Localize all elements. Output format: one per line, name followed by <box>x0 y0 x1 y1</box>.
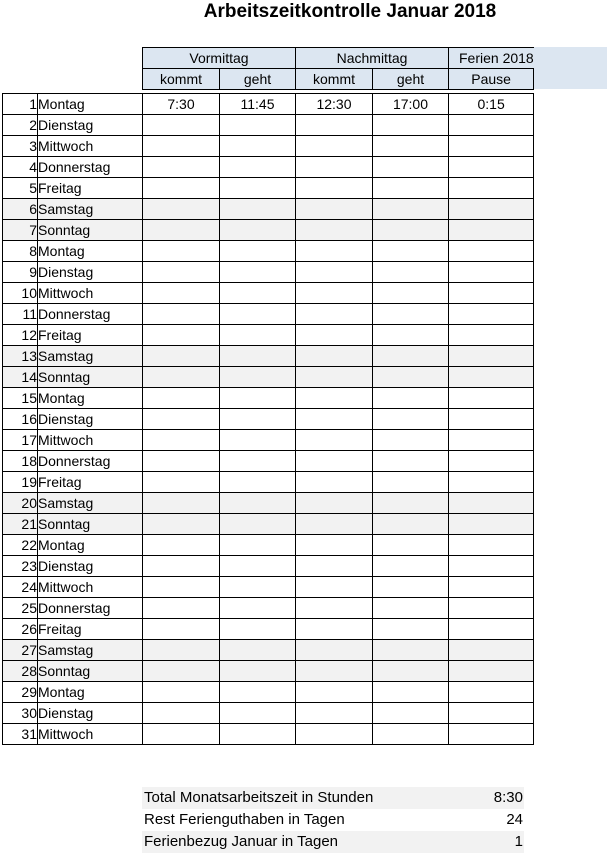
time-cell-vm-kommt[interactable] <box>143 367 220 388</box>
time-cell-pause[interactable] <box>449 304 534 325</box>
day-number-cell[interactable]: 31 <box>3 724 38 745</box>
time-cell-nm-geht[interactable] <box>373 619 449 640</box>
time-cell-nm-kommt[interactable] <box>296 703 373 724</box>
time-cell-nm-kommt[interactable] <box>296 388 373 409</box>
day-number-cell[interactable]: 28 <box>3 661 38 682</box>
time-cell-pause[interactable] <box>449 388 534 409</box>
time-cell-nm-geht[interactable] <box>373 682 449 703</box>
time-cell-vm-geht[interactable]: 11:45 <box>220 94 296 115</box>
day-name-cell[interactable]: Montag <box>38 388 143 409</box>
time-cell-nm-geht[interactable] <box>373 136 449 157</box>
day-name-cell[interactable]: Freitag <box>38 325 143 346</box>
day-name-cell[interactable]: Sonntag <box>38 220 143 241</box>
time-cell-pause[interactable] <box>449 157 534 178</box>
time-cell-vm-kommt[interactable] <box>143 178 220 199</box>
time-cell-nm-kommt[interactable] <box>296 514 373 535</box>
day-row <box>3 682 534 703</box>
time-cell-nm-kommt[interactable] <box>296 493 373 514</box>
time-cell-nm-geht[interactable] <box>373 430 449 451</box>
day-number-cell[interactable]: 7 <box>3 220 38 241</box>
day-row <box>3 556 534 577</box>
day-row <box>3 325 534 346</box>
time-cell-nm-geht[interactable] <box>373 577 449 598</box>
day-number-cell[interactable]: 2 <box>3 115 38 136</box>
time-cell-nm-geht[interactable] <box>373 598 449 619</box>
day-row <box>3 514 534 535</box>
time-cell-pause[interactable] <box>449 136 534 157</box>
time-cell-nm-geht[interactable] <box>373 556 449 577</box>
day-name-cell[interactable]: Samstag <box>38 346 143 367</box>
time-cell-nm-geht[interactable] <box>373 220 449 241</box>
time-cell-nm-kommt[interactable] <box>296 157 373 178</box>
time-cell-nm-kommt[interactable] <box>296 136 373 157</box>
time-cell-vm-geht[interactable] <box>220 283 296 304</box>
time-cell-nm-geht[interactable] <box>373 115 449 136</box>
summary-value[interactable]: 24 <box>506 811 523 828</box>
time-cell-nm-kommt[interactable] <box>296 640 373 661</box>
time-cell-pause[interactable]: 0:15 <box>449 94 534 115</box>
time-cell-pause[interactable] <box>449 283 534 304</box>
summary-row <box>142 787 524 809</box>
time-cell-vm-kommt[interactable] <box>143 577 220 598</box>
day-name-cell[interactable]: Sonntag <box>38 661 143 682</box>
time-cell-vm-geht[interactable] <box>220 535 296 556</box>
time-cell-pause[interactable] <box>449 178 534 199</box>
day-row <box>3 283 534 304</box>
time-cell-pause[interactable] <box>449 451 534 472</box>
time-cell-pause[interactable] <box>449 367 534 388</box>
sheet-title: Arbeitszeitkontrolle Januar 2018 <box>203 1 497 22</box>
day-name-cell[interactable]: Montag <box>38 94 143 115</box>
time-cell-vm-kommt[interactable] <box>143 283 220 304</box>
day-row <box>3 346 534 367</box>
day-number-cell[interactable]: 1 <box>3 94 38 115</box>
day-row <box>3 472 534 493</box>
day-row <box>3 304 534 325</box>
time-cell-nm-kommt[interactable] <box>296 577 373 598</box>
time-cell-nm-kommt[interactable] <box>296 535 373 556</box>
day-row <box>3 220 534 241</box>
day-number-cell[interactable]: 3 <box>3 136 38 157</box>
day-row <box>3 115 534 136</box>
day-name-cell[interactable]: Samstag <box>38 199 143 220</box>
day-number-cell[interactable]: 6 <box>3 199 38 220</box>
time-cell-nm-kommt[interactable] <box>296 598 373 619</box>
time-cell-pause[interactable] <box>449 556 534 577</box>
time-cell-vm-geht[interactable] <box>220 619 296 640</box>
day-name-cell[interactable]: Mittwoch <box>38 136 143 157</box>
day-name-cell[interactable]: Dienstag <box>38 703 143 724</box>
time-cell-vm-geht[interactable] <box>220 199 296 220</box>
time-cell-nm-kommt[interactable] <box>296 472 373 493</box>
day-row <box>3 367 534 388</box>
time-cell-vm-geht[interactable] <box>220 304 296 325</box>
summary-row <box>142 831 524 853</box>
summary-block <box>142 787 524 853</box>
day-name-cell[interactable]: Samstag <box>38 493 143 514</box>
day-name-cell[interactable]: Dienstag <box>38 115 143 136</box>
time-sheet-table <box>2 47 534 745</box>
time-cell-vm-geht[interactable] <box>220 157 296 178</box>
day-number-cell[interactable]: 13 <box>3 346 38 367</box>
time-cell-vm-kommt[interactable] <box>143 430 220 451</box>
day-name-cell[interactable]: Montag <box>38 241 143 262</box>
time-cell-pause[interactable] <box>449 430 534 451</box>
time-cell-pause[interactable] <box>449 493 534 514</box>
time-cell-vm-kommt[interactable] <box>143 493 220 514</box>
day-number-cell[interactable]: 14 <box>3 367 38 388</box>
time-cell-vm-kommt[interactable] <box>143 388 220 409</box>
time-cell-vm-geht[interactable] <box>220 220 296 241</box>
time-cell-vm-kommt[interactable] <box>143 514 220 535</box>
time-cell-nm-kommt[interactable] <box>296 724 373 745</box>
day-number-cell[interactable]: 11 <box>3 304 38 325</box>
day-number-cell[interactable]: 19 <box>3 472 38 493</box>
time-cell-pause[interactable] <box>449 409 534 430</box>
time-cell-nm-kommt[interactable] <box>296 325 373 346</box>
time-cell-nm-geht[interactable] <box>373 283 449 304</box>
time-cell-pause[interactable] <box>449 535 534 556</box>
day-name-cell[interactable]: Dienstag <box>38 262 143 283</box>
time-cell-vm-geht[interactable] <box>220 346 296 367</box>
time-cell-nm-kommt[interactable] <box>296 430 373 451</box>
time-cell-nm-geht[interactable] <box>373 241 449 262</box>
header-ferien[interactable]: Ferien 2018 <box>449 48 534 69</box>
time-cell-nm-geht[interactable] <box>373 472 449 493</box>
time-cell-vm-kommt[interactable]: 7:30 <box>143 94 220 115</box>
blank-cell <box>3 48 38 69</box>
time-cell-nm-geht[interactable] <box>373 640 449 661</box>
time-cell-vm-geht[interactable] <box>220 115 296 136</box>
time-cell-nm-geht[interactable] <box>373 661 449 682</box>
day-number-cell[interactable]: 25 <box>3 598 38 619</box>
day-name-cell[interactable]: Freitag <box>38 619 143 640</box>
time-cell-vm-geht[interactable] <box>220 178 296 199</box>
time-cell-nm-geht[interactable] <box>373 199 449 220</box>
time-cell-nm-kommt[interactable] <box>296 199 373 220</box>
day-number-cell[interactable]: 15 <box>3 388 38 409</box>
time-cell-vm-geht[interactable] <box>220 325 296 346</box>
time-cell-nm-geht[interactable] <box>373 346 449 367</box>
time-cell-vm-kommt[interactable] <box>143 556 220 577</box>
time-cell-nm-kommt[interactable] <box>296 220 373 241</box>
day-number-cell[interactable]: 10 <box>3 283 38 304</box>
time-cell-vm-geht[interactable] <box>220 409 296 430</box>
day-number-cell[interactable]: 21 <box>3 514 38 535</box>
day-name-cell[interactable]: Samstag <box>38 640 143 661</box>
time-cell-nm-geht[interactable] <box>373 262 449 283</box>
day-row <box>3 598 534 619</box>
time-cell-vm-geht[interactable] <box>220 136 296 157</box>
summary-row <box>142 809 524 831</box>
day-name-cell[interactable]: Sonntag <box>38 367 143 388</box>
header-nm-geht[interactable]: geht <box>373 69 449 90</box>
blank-cell <box>38 48 143 69</box>
day-row <box>3 619 534 640</box>
time-cell-nm-kommt[interactable] <box>296 262 373 283</box>
time-cell-pause[interactable] <box>449 472 534 493</box>
time-cell-nm-kommt[interactable] <box>296 115 373 136</box>
header-nachmittag[interactable]: Nachmittag <box>296 48 449 69</box>
time-cell-vm-geht[interactable] <box>220 661 296 682</box>
day-row <box>3 724 534 745</box>
day-row <box>3 430 534 451</box>
day-name-cell[interactable]: Montag <box>38 535 143 556</box>
time-cell-vm-kommt[interactable] <box>143 136 220 157</box>
time-cell-nm-kommt[interactable] <box>296 556 373 577</box>
time-cell-vm-kommt[interactable] <box>143 115 220 136</box>
day-number-cell[interactable]: 4 <box>3 157 38 178</box>
time-cell-vm-geht[interactable] <box>220 556 296 577</box>
time-cell-vm-kommt[interactable] <box>143 199 220 220</box>
day-name-cell[interactable]: Freitag <box>38 178 143 199</box>
day-number-cell[interactable]: 22 <box>3 535 38 556</box>
time-cell-pause[interactable] <box>449 262 534 283</box>
time-cell-pause[interactable] <box>449 241 534 262</box>
day-row <box>3 241 534 262</box>
day-row <box>3 409 534 430</box>
time-cell-nm-geht[interactable] <box>373 493 449 514</box>
day-row <box>3 451 534 472</box>
time-cell-nm-kommt[interactable] <box>296 451 373 472</box>
day-row <box>3 493 534 514</box>
day-row <box>3 640 534 661</box>
time-cell-nm-kommt[interactable] <box>296 661 373 682</box>
time-cell-vm-kommt[interactable] <box>143 598 220 619</box>
time-cell-pause[interactable] <box>449 724 534 745</box>
day-row <box>3 535 534 556</box>
time-cell-vm-kommt[interactable] <box>143 703 220 724</box>
day-name-cell[interactable]: Dienstag <box>38 409 143 430</box>
time-cell-nm-kommt[interactable] <box>296 409 373 430</box>
day-name-cell[interactable]: Sonntag <box>38 514 143 535</box>
ferien-header-overflow <box>524 47 607 89</box>
day-row <box>3 94 534 115</box>
time-cell-nm-geht[interactable] <box>373 304 449 325</box>
time-cell-pause[interactable] <box>449 598 534 619</box>
blank-cell <box>38 69 143 90</box>
summary-value[interactable]: 8:30 <box>493 789 523 806</box>
time-cell-pause[interactable] <box>449 346 534 367</box>
day-name-cell[interactable]: Mittwoch <box>38 577 143 598</box>
day-number-cell[interactable]: 18 <box>3 451 38 472</box>
time-cell-nm-kommt[interactable] <box>296 682 373 703</box>
day-number-cell[interactable]: 17 <box>3 430 38 451</box>
time-cell-nm-geht[interactable] <box>373 703 449 724</box>
header-vormittag[interactable]: Vormittag <box>143 48 296 69</box>
time-cell-vm-geht[interactable] <box>220 577 296 598</box>
time-cell-vm-kommt[interactable] <box>143 304 220 325</box>
time-cell-vm-geht[interactable] <box>220 703 296 724</box>
header-nm-kommt[interactable]: kommt <box>296 69 373 90</box>
time-cell-vm-kommt[interactable] <box>143 724 220 745</box>
day-name-cell[interactable]: Montag <box>38 682 143 703</box>
day-number-cell[interactable]: 8 <box>3 241 38 262</box>
time-cell-vm-geht[interactable] <box>220 241 296 262</box>
summary-value[interactable]: 1 <box>514 833 523 850</box>
time-cell-vm-kommt[interactable] <box>143 661 220 682</box>
blank-cell <box>3 69 38 90</box>
time-cell-vm-kommt[interactable] <box>143 682 220 703</box>
day-name-cell[interactable]: Mittwoch <box>38 430 143 451</box>
time-cell-nm-geht[interactable] <box>373 367 449 388</box>
day-name-cell[interactable]: Donnerstag <box>38 451 143 472</box>
time-cell-nm-geht[interactable] <box>373 514 449 535</box>
day-name-cell[interactable]: Donnerstag <box>38 304 143 325</box>
time-cell-pause[interactable] <box>449 703 534 724</box>
time-cell-pause[interactable] <box>449 514 534 535</box>
time-cell-pause[interactable] <box>449 661 534 682</box>
time-cell-nm-kommt[interactable] <box>296 619 373 640</box>
day-name-cell[interactable]: Mittwoch <box>38 724 143 745</box>
time-cell-vm-kommt[interactable] <box>143 535 220 556</box>
time-cell-vm-kommt[interactable] <box>143 640 220 661</box>
day-number-cell[interactable]: 26 <box>3 619 38 640</box>
day-row <box>3 262 534 283</box>
time-cell-vm-kommt[interactable] <box>143 346 220 367</box>
time-cell-vm-kommt[interactable] <box>143 220 220 241</box>
time-cell-nm-geht[interactable] <box>373 325 449 346</box>
time-cell-nm-kommt[interactable] <box>296 283 373 304</box>
day-row <box>3 388 534 409</box>
day-row <box>3 178 534 199</box>
time-cell-nm-kommt[interactable]: 12:30 <box>296 94 373 115</box>
time-cell-nm-geht[interactable] <box>373 157 449 178</box>
day-number-cell[interactable]: 5 <box>3 178 38 199</box>
time-cell-nm-kommt[interactable] <box>296 367 373 388</box>
time-cell-vm-geht[interactable] <box>220 514 296 535</box>
time-cell-pause[interactable] <box>449 619 534 640</box>
time-cell-vm-kommt[interactable] <box>143 409 220 430</box>
day-row <box>3 703 534 724</box>
day-number-cell[interactable]: 12 <box>3 325 38 346</box>
time-cell-nm-geht[interactable] <box>373 451 449 472</box>
time-cell-pause[interactable] <box>449 640 534 661</box>
time-cell-vm-kommt[interactable] <box>143 262 220 283</box>
time-cell-pause[interactable] <box>449 325 534 346</box>
summary-label: Rest Ferienguthaben in Tagen <box>144 811 345 828</box>
time-cell-nm-kommt[interactable] <box>296 304 373 325</box>
day-row <box>3 136 534 157</box>
time-cell-vm-geht[interactable] <box>220 724 296 745</box>
day-number-cell[interactable]: 23 <box>3 556 38 577</box>
time-cell-nm-geht[interactable] <box>373 178 449 199</box>
day-number-cell[interactable]: 27 <box>3 640 38 661</box>
header-pause[interactable]: Pause <box>449 69 534 90</box>
day-name-cell[interactable]: Freitag <box>38 472 143 493</box>
day-number-cell[interactable]: 20 <box>3 493 38 514</box>
day-number-cell[interactable]: 29 <box>3 682 38 703</box>
header-vm-kommt[interactable]: kommt <box>143 69 220 90</box>
time-cell-pause[interactable] <box>449 682 534 703</box>
time-cell-vm-geht[interactable] <box>220 493 296 514</box>
day-name-cell[interactable]: Donnerstag <box>38 598 143 619</box>
time-cell-vm-geht[interactable] <box>220 430 296 451</box>
time-cell-vm-geht[interactable] <box>220 472 296 493</box>
time-cell-pause[interactable] <box>449 577 534 598</box>
day-row <box>3 157 534 178</box>
time-cell-vm-kommt[interactable] <box>143 157 220 178</box>
time-cell-vm-kommt[interactable] <box>143 241 220 262</box>
time-cell-vm-geht[interactable] <box>220 640 296 661</box>
time-cell-nm-geht[interactable] <box>373 724 449 745</box>
time-cell-vm-geht[interactable] <box>220 451 296 472</box>
time-cell-vm-geht[interactable] <box>220 262 296 283</box>
day-row <box>3 577 534 598</box>
time-cell-pause[interactable] <box>449 115 534 136</box>
time-cell-nm-kommt[interactable] <box>296 178 373 199</box>
day-name-cell[interactable]: Donnerstag <box>38 157 143 178</box>
summary-label: Ferienbezug Januar in Tagen <box>144 833 339 850</box>
time-cell-nm-geht[interactable]: 17:00 <box>373 94 449 115</box>
time-cell-vm-geht[interactable] <box>220 682 296 703</box>
time-cell-nm-geht[interactable] <box>373 409 449 430</box>
summary-label: Total Monatsarbeitszeit in Stunden <box>144 789 374 806</box>
time-cell-nm-kommt[interactable] <box>296 346 373 367</box>
time-cell-pause[interactable] <box>449 199 534 220</box>
day-number-cell[interactable]: 16 <box>3 409 38 430</box>
day-number-cell[interactable]: 9 <box>3 262 38 283</box>
time-cell-nm-kommt[interactable] <box>296 241 373 262</box>
day-row <box>3 199 534 220</box>
day-number-cell[interactable]: 30 <box>3 703 38 724</box>
header-vm-geht[interactable]: geht <box>220 69 296 90</box>
day-number-cell[interactable]: 24 <box>3 577 38 598</box>
time-cell-nm-geht[interactable] <box>373 388 449 409</box>
day-name-cell[interactable]: Dienstag <box>38 556 143 577</box>
time-cell-vm-kommt[interactable] <box>143 451 220 472</box>
day-row <box>3 661 534 682</box>
time-cell-vm-kommt[interactable] <box>143 325 220 346</box>
time-cell-nm-geht[interactable] <box>373 535 449 556</box>
time-cell-vm-geht[interactable] <box>220 388 296 409</box>
time-cell-vm-kommt[interactable] <box>143 472 220 493</box>
time-cell-vm-geht[interactable] <box>220 367 296 388</box>
time-cell-vm-geht[interactable] <box>220 598 296 619</box>
time-cell-pause[interactable] <box>449 220 534 241</box>
time-cell-vm-kommt[interactable] <box>143 619 220 640</box>
day-name-cell[interactable]: Mittwoch <box>38 283 143 304</box>
